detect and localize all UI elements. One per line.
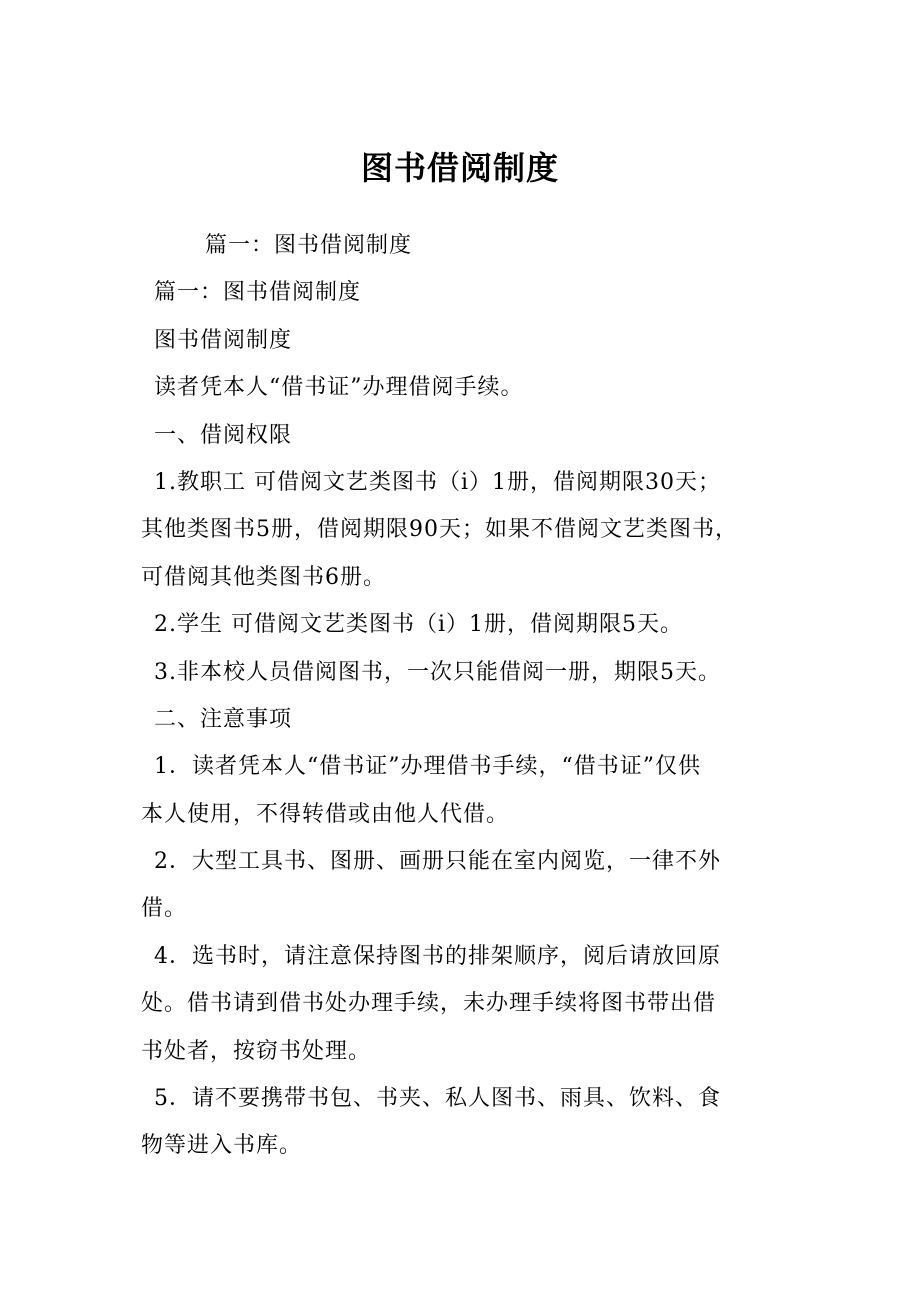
document-body (141, 222, 791, 1170)
section-heading: 篇一：图书借阅制度 (205, 233, 413, 258)
paragraph-line: 读者凭本人“借书证”办理借阅手续。 (154, 375, 524, 401)
paragraph-line: 其他类图书5册，借阅期限90天；如果不借阅文艺类图书， (141, 517, 738, 543)
paragraph-line: 物等进入书库。 (141, 1133, 303, 1159)
paragraph-line: 3.非本校人员借阅图书，一次只能借阅一册，期限5天。 (154, 659, 721, 685)
paragraph-line: 借。 (141, 896, 188, 922)
paragraph-line: 篇一：图书借阅制度 (154, 280, 362, 306)
paragraph-line: 2.学生 可借阅文艺类图书（i）1册，借阅期限5天。 (154, 612, 684, 638)
paragraph-line: 图书借阅制度 (154, 327, 293, 353)
paragraph-line: 可借阅其他类图书6册。 (141, 564, 386, 590)
paragraph-line: 5．请不要携带书包、书夹、私人图书、雨具、饮料、食 (154, 1086, 721, 1112)
paragraph-line: 本人使用，不得转借或由他人代借。 (141, 801, 510, 827)
paragraph-line: 书处者，按窃书处理。 (141, 1038, 372, 1064)
paragraph-line: 处。借书请到借书处办理手续，未办理手续将图书带出借 (141, 991, 717, 1017)
paragraph-line: 一、借阅权限 (154, 422, 293, 448)
paragraph-line: 1．读者凭本人“借书证”办理借书手续，“借书证”仅供 (154, 754, 701, 780)
paragraph-line: 4．选书时，请注意保持图书的排架顺序，阅后请放回原 (154, 943, 721, 969)
document-title: 图书借阅制度 (360, 149, 559, 187)
paragraph-line: 2．大型工具书、图册、画册只能在室内阅览，一律不外 (154, 849, 721, 875)
paragraph-line: 1.教职工 可借阅文艺类图书（i）1册，借阅期限30天； (154, 469, 722, 495)
paragraph-line: 二、注意事项 (154, 706, 293, 732)
